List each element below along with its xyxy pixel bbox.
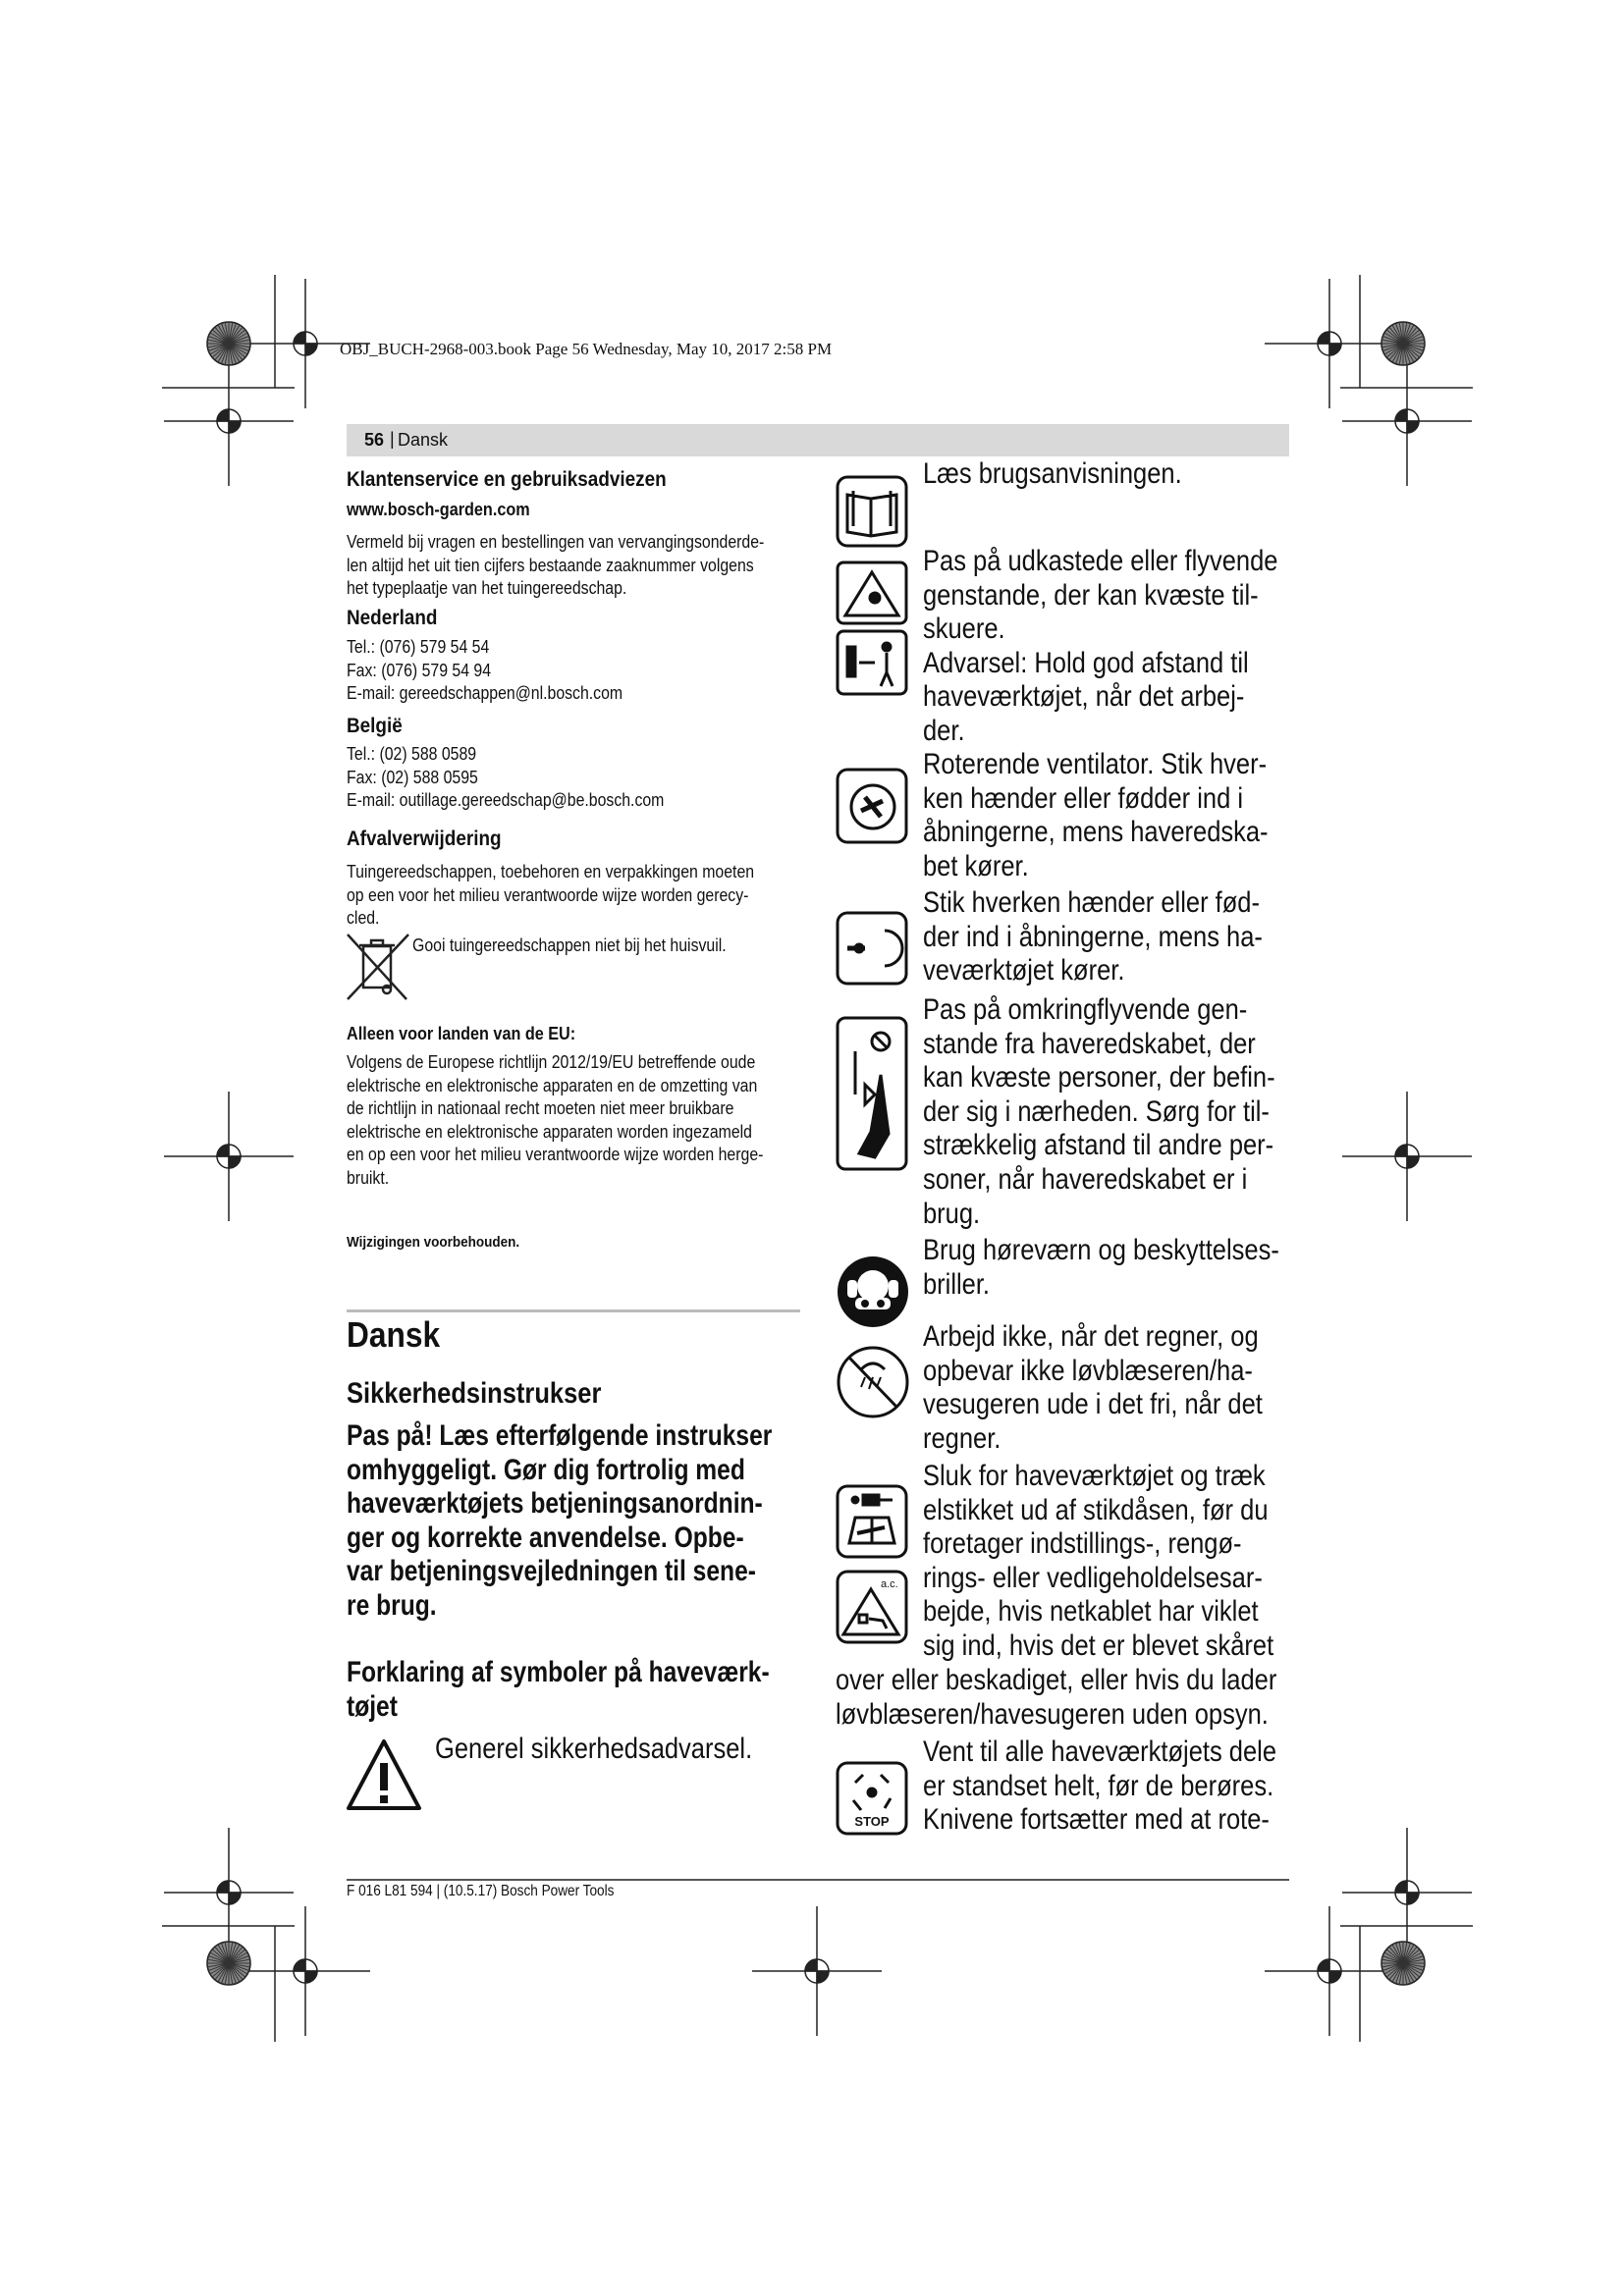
general-warning-icon: [346, 1737, 422, 1817]
text-line: elektrische en elektronische apparaten en de omzetting van: [347, 1075, 758, 1095]
be-contact: [347, 743, 707, 813]
text-line: sig ind, hvis det er blevet skåret: [923, 1629, 1274, 1662]
footer-rule: [347, 1879, 1289, 1881]
text-line: cled.: [347, 908, 380, 928]
text-line: E-mail: gereedschappen@nl.bosch.com: [347, 683, 623, 703]
text-line: stande fra haveredskabet, der: [923, 1027, 1256, 1060]
text-line: op een voor het milieu verantwoorde wijze worden gerecy-: [347, 884, 749, 905]
text-line: løvblæseren/havesugeren uden opsyn.: [836, 1697, 1269, 1731]
text-line: Tel.: (02) 588 0589: [347, 744, 477, 764]
text-line: Pas på! Læs efterfølgende instrukser: [347, 1419, 773, 1452]
eu-text: [347, 1051, 820, 1190]
text-line: Brug høreværn og beskyttelses-: [923, 1234, 1279, 1266]
ear-eye-protection-icon: [836, 1255, 908, 1329]
item-5-text: [923, 993, 1337, 1231]
text-line: re brug.: [347, 1588, 437, 1622]
text-line: Fax: (076) 579 54 94: [347, 660, 492, 680]
text-line: omhyggeligt. Gør dig fortrolig med: [347, 1453, 745, 1486]
footer-text: F 016 L81 594 | (10.5.17) Bosch Power Tools: [347, 1883, 615, 1899]
text-line: Pas på omkringflyvende gen-: [923, 993, 1248, 1026]
text-line: kan kvæste personer, der befin-: [923, 1061, 1275, 1095]
ac-label: a.c.: [881, 1578, 898, 1590]
nl-title: Nederland: [347, 607, 438, 629]
text-line: Knivene fortsætter med at rote-: [923, 1803, 1270, 1837]
text-line: vesugeren ude i det fri, når det: [923, 1388, 1263, 1421]
text-line: haveværktøjet, når det arbej-: [923, 680, 1245, 714]
text-line: åbningerne, mens haveredska-: [923, 816, 1269, 849]
text-line: haveværktøjets betjeningsanordnin-: [347, 1487, 763, 1520]
text-line: ger og korrekte anvendelse. Opbe-: [347, 1521, 744, 1554]
nl-contact: [347, 636, 660, 706]
stop-icon: [836, 1761, 908, 1836]
text-line: Vent til alle haveværktøjets dele: [923, 1735, 1277, 1768]
thrown-objects-icon: [836, 561, 908, 696]
item-2-text: [923, 545, 1340, 749]
no-rain-icon: [836, 1344, 908, 1420]
text-line: Fax: (02) 588 0595: [347, 767, 478, 787]
text-line: tøjet: [347, 1689, 398, 1723]
text-line: len altijd het uit tien cijfers bestaande zaaknummer volgens: [347, 555, 754, 575]
website-link[interactable]: www.bosch-garden.com: [347, 500, 530, 519]
item-8-text-full: [836, 1664, 1355, 1732]
section-divider: [347, 1309, 800, 1312]
text-line: Læs brugsanvisningen.: [923, 457, 1182, 490]
text-line: Tuingereedschappen, toebehoren en verpakkingen moeten: [347, 862, 755, 881]
bystander-distance-icon: [836, 1016, 908, 1171]
text-line: veværktøjet kører.: [923, 954, 1125, 988]
text-line: Pas på udkastede eller flyvende: [923, 545, 1278, 577]
text-line: Vermeld bij vragen en bestellingen van vervangingsonderde-: [347, 532, 765, 552]
text-line: foretager indstillings-, rengø-: [923, 1527, 1242, 1561]
symbols-title: [347, 1656, 862, 1724]
text-line: bruikt.: [347, 1167, 390, 1188]
text-line: elstikket ud af stikdåsen, før du: [923, 1493, 1269, 1526]
safety-intro: [347, 1419, 866, 1623]
text-line: der.: [923, 714, 965, 747]
safety-title: Sikkerhedsinstrukser: [347, 1377, 602, 1410]
text-line: Advarsel: Hold god afstand til: [923, 646, 1249, 679]
rotating-fan-icon: [836, 768, 908, 844]
general-warning-wrap: [435, 1733, 808, 1767]
text-line: strækkelig afstand til andre per-: [923, 1129, 1274, 1162]
text-line: het typeplaatje van het tuingereedschap.: [347, 578, 627, 598]
item-3-text: [923, 748, 1329, 883]
eu-title: Alleen voor landen van de EU:: [347, 1024, 576, 1043]
text-line: er standset helt, før de berøres.: [923, 1769, 1274, 1802]
header-separator: |: [390, 429, 395, 449]
item-4-text: [923, 886, 1323, 988]
cable-damage-icon: [836, 1570, 908, 1644]
language-title: Dansk: [347, 1314, 441, 1355]
text-line: Tel.: (076) 579 54 54: [347, 637, 490, 657]
section-name: Dansk: [398, 430, 449, 450]
text-line: briller.: [923, 1267, 991, 1301]
text-line: Forklaring af symboler på haveværk-: [347, 1656, 770, 1688]
file-info: OBJ_BUCH-2968-003.book Page 56 Wednesday, May 10, 2017 2:58 PM: [340, 340, 833, 358]
text-line: Arbejd ikke, når det regner, og: [923, 1320, 1259, 1353]
manual-book-icon: [836, 475, 908, 548]
text-line: soner, når haveredskabet er i: [923, 1162, 1248, 1196]
item-1-text: [923, 457, 1227, 492]
page-number: 56: [364, 430, 385, 450]
item-6-text: [923, 1234, 1342, 1302]
text-line: Stik hverken hænder eller fød-: [923, 886, 1260, 919]
text-line: regner.: [923, 1421, 1001, 1455]
item-9-text: [923, 1735, 1339, 1838]
unplug-icon: [836, 1484, 908, 1559]
be-title: België: [347, 715, 403, 737]
item-8-text: [923, 1460, 1335, 1664]
changes-note: Wijzigingen voorbehouden.: [347, 1234, 520, 1251]
text-line: rings- eller vedligeholdelsesar-: [923, 1561, 1263, 1594]
text-line: en op een voor het milieu verantwoorde wijze worden herge-: [347, 1145, 764, 1164]
item-7-text: [923, 1320, 1323, 1456]
text-line: opbevar ikke løvblæseren/ha-: [923, 1354, 1253, 1387]
stop-label: STOP: [854, 1814, 890, 1829]
disposal-text: [347, 861, 810, 931]
disposal-title: Afvalverwijdering: [347, 828, 502, 850]
text-line: over eller beskadiget, eller hvis du lader: [836, 1664, 1277, 1696]
bin-text: Gooi tuingereedschappen niet bij het huisvuil.: [412, 935, 727, 955]
page-header-bar: [347, 424, 1289, 456]
text-line: de richtlijn in nationaal recht moeten niet meer bruikbare: [347, 1098, 734, 1118]
text-line: E-mail: outillage.gereedschap@be.bosch.com: [347, 790, 665, 810]
text-line: der sig i nærheden. Sørg for til-: [923, 1095, 1270, 1128]
text-line: der ind i åbningerne, mens ha-: [923, 920, 1263, 953]
text-line: genstande, der kan kvæste til-: [923, 578, 1259, 612]
text-line: elektrische en elektronische apparaten worden ingezameld: [347, 1121, 752, 1142]
text-line: ken hænder eller fødder ind i: [923, 781, 1244, 815]
service-text: [347, 531, 821, 601]
bin-text-wrap: [412, 934, 769, 958]
text-line: Roterende ventilator. Stik hver-: [923, 748, 1268, 780]
text-line: brug.: [923, 1197, 981, 1230]
general-warning-text: Generel sikkerhedsadvarsel.: [435, 1733, 753, 1765]
text-line: bejde, hvis netkablet har viklet: [923, 1595, 1259, 1629]
text-line: Sluk for haveværktøjet og træk: [923, 1460, 1266, 1492]
hands-feet-icon: [836, 911, 908, 986]
text-line: var betjeningsvejledningen til sene-: [347, 1555, 756, 1587]
text-line: skuere.: [923, 613, 1005, 646]
text-line: Volgens de Europese richtlijn 2012/19/EU betreffende oude: [347, 1052, 756, 1072]
service-title: Klantenservice en gebruiksadviezen: [347, 468, 667, 491]
text-line: bet kører.: [923, 849, 1029, 882]
crossed-bin-icon: [346, 933, 410, 1008]
